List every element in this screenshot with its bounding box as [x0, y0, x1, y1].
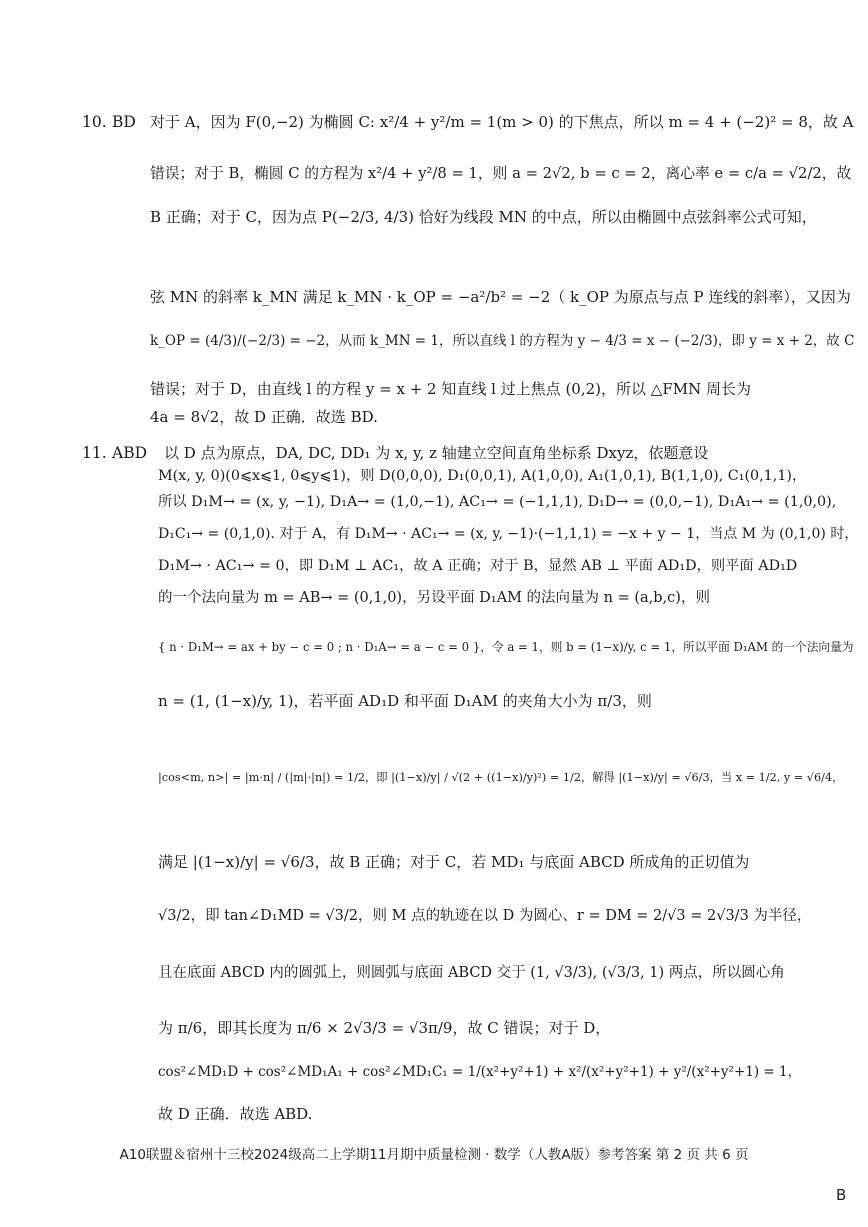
solution-line: √3/2，即 tan∠D₁MD = √3/2，则 M 点的轨迹在以 D 为圆心、r = DM = 2/√3 = 2√3/3 为半径， — [158, 908, 812, 924]
solution-line: 弦 MN 的斜率 k_MN 满足 k_MN · k_OP = −a²/b² = −2（ k_OP 为原点与点 P 连线的斜率），又因为 — [150, 288, 851, 306]
solution-line: 为 π/6，即其长度为 π/6 × 2√3/3 = √3π/9，故 C 错误；对于 D， — [158, 1019, 611, 1037]
solution-line: 故 D 正确．故选 ABD. — [158, 1105, 313, 1123]
solution-line: 错误；对于 B，椭圆 C 的方程为 x²/4 + y²/8 = 1，则 a = 2√2, b = c = 2，离心率 e = c/a = √2/2，故 — [150, 165, 852, 182]
corner-mark: B — [836, 1186, 847, 1204]
solution-line: { n · D₁M→ = ax + by − c = 0 ; n · D₁A→ = a − c = 0 }，令 a = 1，则 b = (1−x)/y, c = 1，所以平面 D₁AM 的一个法向量为 — [158, 640, 854, 654]
solution-line: 且在底面 ABCD 内的圆弧上，则圆弧与底面 ABCD 交于 (1, √3/3), (√3/3, 1) 两点，所以圆心角 — [158, 965, 785, 981]
solution-line: M(x, y, 0)(0⩽x⩽1, 0⩽y⩽1)，则 D(0,0,0), D₁(0,0,1), A(1,0,0), A₁(1,0,1), B(1,1,0), C₁(0,1,1)， — [158, 468, 807, 484]
solution-line: 以 D 点为原点，DA, DC, DD₁ 为 x, y, z 轴建立空间直角坐标系 Dxyz，依题意设 — [164, 444, 709, 462]
solution-line: cos²∠MD₁D + cos²∠MD₁A₁ + cos²∠MD₁C₁ = 1/(x²+y²+1) + x²/(x²+y²+1) + y²/(x²+y²+1) = 1， — [158, 1064, 802, 1080]
solution-line: |cos<m, n>| = |m·n| / (|m|·|n|) = 1/2，即 |(1−x)/y| / √(2 + ((1−x)/y)²) = 1/2，解得 |(1−x)/y| = √6/3，当 x = 1/2, y = √6/4， — [158, 771, 844, 784]
question-answer: BD — [112, 113, 136, 131]
question-number: 10. — [82, 113, 107, 131]
solution-line: k_OP = (4/3)/(−2/3) = −2，从而 k_MN = 1，所以直线 l 的方程为 y − 4/3 = x − (−2/3)，即 y = x + 2，故 C — [150, 333, 855, 349]
page-footer: A10联盟＆宿州十三校2024级高二上学期11月期中质量检测 · 数学（人教A版）参考答案 第 2 页 共 6 页 — [119, 1147, 749, 1163]
solution-line: n = (1, (1−x)/y, 1)，若平面 AD₁D 和平面 D₁AM 的夹角大小为 π/3，则 — [158, 692, 652, 710]
solution-line: 满足 |(1−x)/y| = √6/3，故 B 正确；对于 C，若 MD₁ 与底面 ABCD 所成角的正切值为 — [158, 853, 750, 871]
solution-line: 4a = 8√2，故 D 正确．故选 BD. — [150, 408, 378, 426]
solution-line: B 正确；对于 C，因为点 P(−2/3, 4/3) 恰好为线段 MN 的中点，所以由椭圆中点弦斜率公式可知， — [150, 208, 817, 226]
solution-line: 错误；对于 D，由直线 l 的方程 y = x + 2 知直线 l 过上焦点 (0,2)，所以 △FMN 周长为 — [150, 380, 751, 398]
solution-line: 的一个法向量为 m = AB→ = (0,1,0)，另设平面 D₁AM 的法向量为 n = (a,b,c)，则 — [158, 590, 710, 606]
solution-line: D₁C₁→ = (0,1,0). 对于 A，有 D₁M→ · AC₁→ = (x, y, −1)·(−1,1,1) = −x + y − 1，当点 M 为 (0,1,0) 时， — [158, 526, 859, 542]
solution-line: D₁M→ · AC₁→ = 0，即 D₁M ⊥ AC₁，故 A 正确；对于 B，显然 AB ⊥ 平面 AD₁D，则平面 AD₁D — [158, 558, 798, 574]
question-answer: ABD — [112, 444, 148, 462]
solution-line: 所以 D₁M→ = (x, y, −1), D₁A→ = (1,0,−1), AC₁→ = (−1,1,1), D₁D→ = (0,0,−1), D₁A₁→ = (1,0,0), — [158, 494, 837, 510]
solution-line: 对于 A，因为 F(0,−2) 为椭圆 C: x²/4 + y²/m = 1(m > 0) 的下焦点，所以 m = 4 + (−2)² = 8，故 A — [150, 113, 854, 131]
question-number: 11. — [82, 444, 107, 462]
